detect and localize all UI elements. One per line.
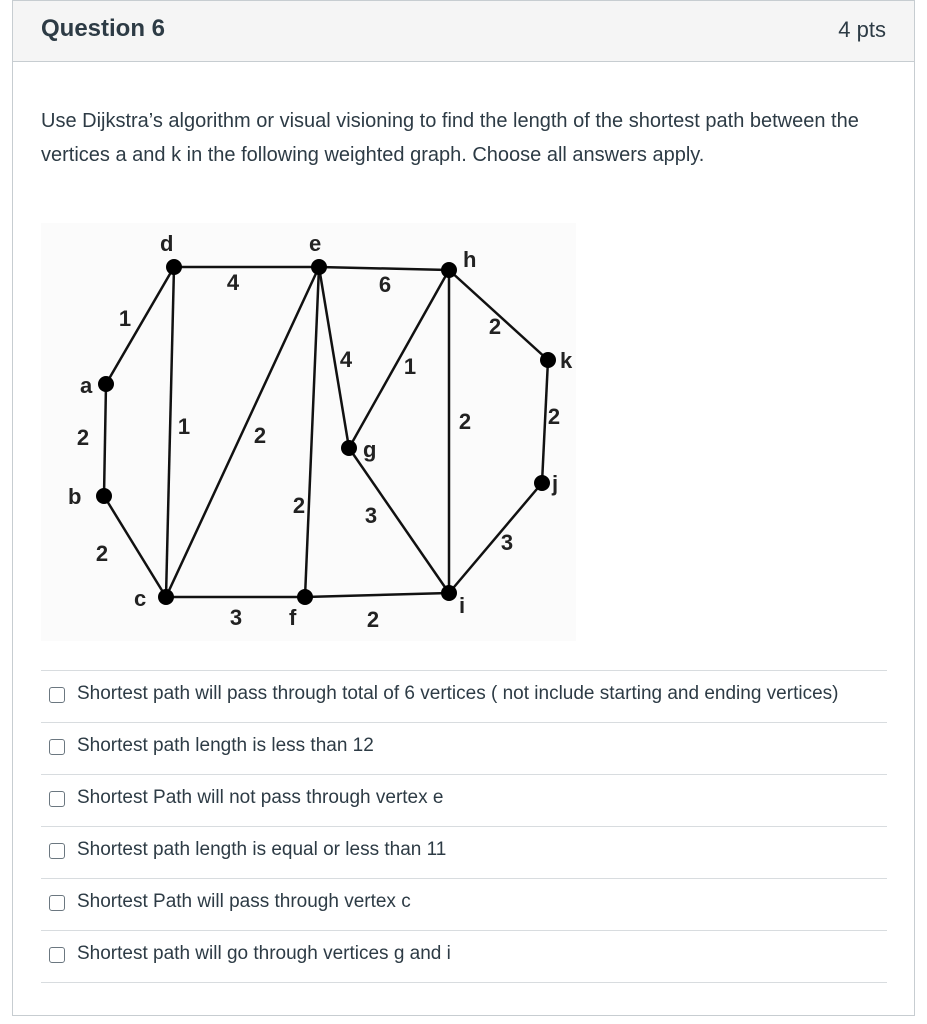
answer-checkbox[interactable]: [49, 947, 65, 963]
question-title: Question 6: [41, 15, 166, 42]
vertex-f: [297, 589, 313, 605]
vertex-g: [341, 440, 357, 456]
edge-weight-a-b: 2: [76, 425, 90, 450]
vertex-j: [534, 475, 550, 491]
edge-b-c: [104, 496, 166, 597]
answer-option[interactable]: [41, 670, 887, 722]
vertex-label-i: i: [459, 593, 466, 618]
vertex-label-a: a: [80, 373, 93, 398]
answer-list: [41, 670, 887, 983]
edge-weight-g-h: 1: [403, 354, 417, 379]
edge-a-d: [106, 267, 174, 384]
edge-weight-f-i: 2: [366, 607, 380, 632]
edge-weight-j-i: 3: [500, 530, 514, 555]
vertex-i: [441, 585, 457, 601]
edge-weight-d-e: 4: [226, 270, 240, 295]
edge-weight-c-f: 3: [229, 605, 243, 630]
vertex-label-b: b: [68, 484, 82, 509]
answer-label[interactable]: Shortest path will pass through total of 6 vertices ( not include starting and ending vertices): [77, 683, 839, 704]
edge-weight-a-d: 1: [118, 306, 132, 331]
vertex-a: [98, 376, 114, 392]
vertex-label-k: k: [560, 348, 573, 373]
weighted-graph-figure: [41, 223, 576, 641]
question-card: [12, 0, 915, 1016]
vertex-label-e: e: [309, 231, 322, 256]
vertex-label-d: d: [160, 231, 174, 256]
edge-weight-d-c: 1: [177, 414, 191, 439]
vertex-label-g: g: [363, 437, 377, 462]
answer-option[interactable]: [41, 930, 887, 983]
vertex-d: [166, 259, 182, 275]
answer-option[interactable]: [41, 826, 887, 878]
vertex-c: [158, 589, 174, 605]
answer-label[interactable]: Shortest path will go through vertices g and i: [77, 943, 451, 964]
edge-g-h: [349, 270, 449, 448]
edge-weight-k-j: 2: [547, 404, 561, 429]
answer-label[interactable]: Shortest path length is less than 12: [77, 735, 374, 756]
edge-e-f: [305, 267, 319, 597]
edge-j-i: [449, 483, 542, 593]
edge-weight-g-i: 3: [364, 503, 378, 528]
vertex-e: [311, 259, 327, 275]
edge-weight-e-f: 2: [292, 493, 306, 518]
answer-option[interactable]: [41, 878, 887, 930]
edge-a-b: [104, 384, 106, 496]
weighted-graph: [41, 223, 576, 641]
answer-label[interactable]: Shortest Path will not pass through vertex e: [77, 787, 444, 808]
vertex-label-f: f: [289, 605, 297, 630]
answer-checkbox[interactable]: [49, 895, 65, 911]
edge-d-c: [166, 267, 174, 597]
vertex-label-j: j: [552, 471, 559, 496]
answer-checkbox[interactable]: [49, 843, 65, 859]
edge-f-i: [305, 593, 449, 597]
question-header: [13, 1, 914, 62]
vertex-k: [540, 352, 556, 368]
edge-weight-h-i: 2: [458, 409, 472, 434]
vertex-label-h: h: [463, 247, 477, 272]
answer-label[interactable]: Shortest Path will pass through vertex c: [77, 891, 411, 912]
vertex-b: [96, 488, 112, 504]
edge-e-h: [319, 267, 449, 270]
answer-checkbox[interactable]: [49, 687, 65, 703]
question-text: Use Dijkstra’s algorithm or visual visioning to find the length of the shortest path between the vertices a and k in the following weighted graph. Choose all answers apply.: [41, 110, 859, 166]
edge-weight-e-g: 4: [339, 347, 353, 372]
vertex-label-c: c: [134, 586, 147, 611]
question-points: 4 pts: [838, 17, 886, 42]
answer-option[interactable]: [41, 774, 887, 826]
answer-checkbox[interactable]: [49, 739, 65, 755]
edge-weight-e-h: 6: [378, 272, 392, 297]
edge-weight-h-k: 2: [488, 314, 502, 339]
edge-weight-b-c: 2: [95, 541, 109, 566]
answer-checkbox[interactable]: [49, 791, 65, 807]
answer-label[interactable]: Shortest path length is equal or less than 11: [77, 839, 447, 860]
vertex-h: [441, 262, 457, 278]
answer-option[interactable]: [41, 722, 887, 774]
edge-weight-e-c: 2: [253, 423, 267, 448]
